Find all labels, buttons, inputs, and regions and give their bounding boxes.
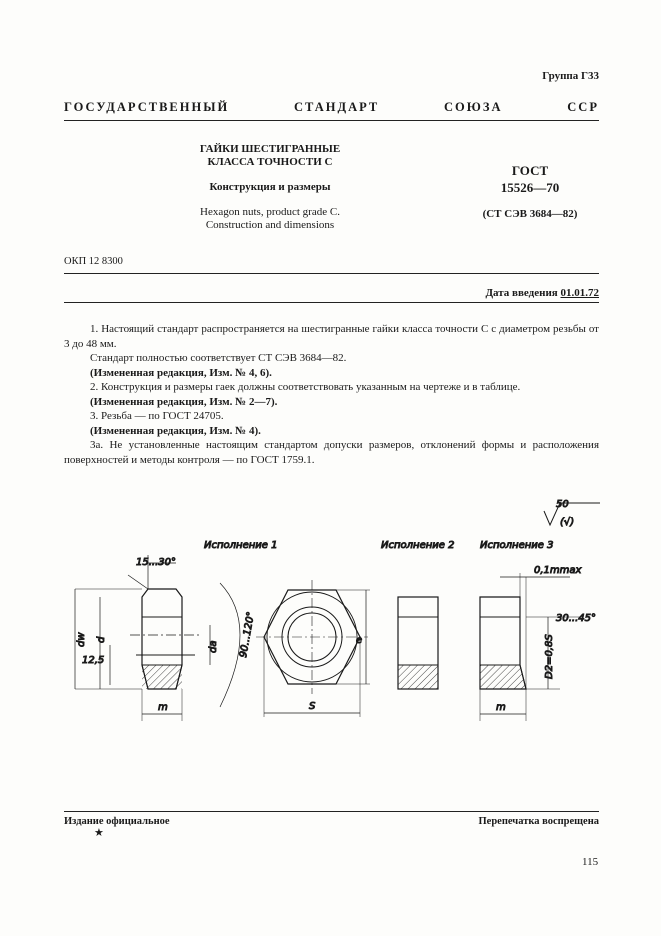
- angle-90-120: 90...120°: [238, 610, 257, 659]
- state-standard-heading: [64, 100, 599, 115]
- execution-2-side-view: [398, 597, 438, 689]
- page-number: 115: [582, 856, 599, 868]
- paragraph: 3. Резьба — по ГОСТ 24705.: [90, 410, 224, 422]
- footer-divider: [64, 811, 599, 812]
- hexagon-top-view: [256, 580, 370, 717]
- okp-code: ОКП 12 8300: [64, 256, 123, 267]
- gost-label: ГОСТ: [511, 163, 549, 178]
- body-text: [64, 322, 599, 467]
- execution-2-label: Исполнение 2: [381, 540, 455, 551]
- amendment-note: (Измененная редакция, Изм. № 2—7).: [90, 395, 278, 408]
- execution-1-label: Исполнение 1: [204, 540, 278, 551]
- dim-da: da: [208, 640, 219, 653]
- star-icon: ★: [94, 827, 104, 839]
- state-word: СОЮЗА: [444, 100, 503, 114]
- official-edition: Издание официальное: [64, 816, 170, 827]
- angle-30-45: 30...45°: [556, 613, 596, 624]
- english-title-2: Construction and dimensions: [205, 219, 335, 231]
- okp-divider: [64, 273, 599, 274]
- document-title: [150, 143, 390, 232]
- roughness-value: 50: [556, 499, 569, 510]
- dim-m: m: [158, 702, 168, 713]
- english-title-1: Hexagon nuts, product grade C.: [200, 206, 340, 218]
- reprint-prohibited: Перепечатка воспрещена: [478, 816, 599, 827]
- execution-3-side-view: [480, 573, 580, 721]
- amendment-note: (Измененная редакция, Изм. № 4, 6).: [90, 366, 272, 379]
- title-line-2: КЛАССА ТОЧНОСТИ С: [207, 156, 333, 168]
- amendment-note: (Измененная редакция, Изм. № 4).: [90, 424, 261, 437]
- paragraph: 1. Настоящий стандарт распространяется на шестигранные гайки класса точности С с диаметром резьбы от 3 до 48 мм.: [64, 323, 599, 350]
- paragraph: 3а. Не установленные настоящим стандартом допуски размеров, отклонений формы и расположения поверхностей и методы контроля — по ГОСТ 1759.1.: [64, 439, 599, 466]
- execution-3-label: Исполнение 3: [480, 540, 554, 551]
- header-divider: [64, 120, 599, 121]
- group-code: Группа Г33: [542, 70, 599, 82]
- intro-date-value: 01.01.72: [560, 287, 599, 299]
- date-divider: [64, 302, 599, 303]
- subtitle: Конструкция и размеры: [209, 181, 331, 193]
- paragraph: 2. Конструкция и размеры гаек должны соответствовать указанным на чертеже и в таблице.: [90, 381, 521, 393]
- state-word: СТАНДАРТ: [293, 100, 380, 114]
- roughness-symbol: (√): [560, 517, 575, 528]
- dim-12-5: 12,5: [82, 655, 105, 666]
- st-sev-ref: (СТ СЭВ 3684—82): [482, 208, 578, 220]
- gost-designation: [470, 162, 590, 223]
- intro-date-label: Дата введения: [485, 287, 558, 299]
- dim-s: S: [309, 701, 316, 712]
- intro-date: [485, 287, 599, 299]
- dim-d2: D2=0,8S: [544, 634, 555, 679]
- paragraph: Стандарт полностью соответствует СТ СЭВ 3684—82.: [90, 352, 347, 364]
- nut-technical-drawing: [60, 485, 615, 730]
- state-word: ССР: [567, 100, 599, 114]
- title-line-1: ГАЙКИ ШЕСТИГРАННЫЕ: [199, 143, 341, 155]
- angle-15-30: 15...30°: [136, 557, 176, 568]
- state-word: ГОСУДАРСТВЕННЫЙ: [64, 100, 230, 114]
- dim-e: e: [356, 635, 363, 646]
- gost-number: 15526—70: [500, 180, 560, 195]
- dim-d: d: [96, 636, 107, 643]
- dim-0-1m-max: 0,1mmax: [534, 565, 582, 576]
- dim-dw: dw: [76, 632, 87, 647]
- dim-m-2: m: [496, 702, 506, 713]
